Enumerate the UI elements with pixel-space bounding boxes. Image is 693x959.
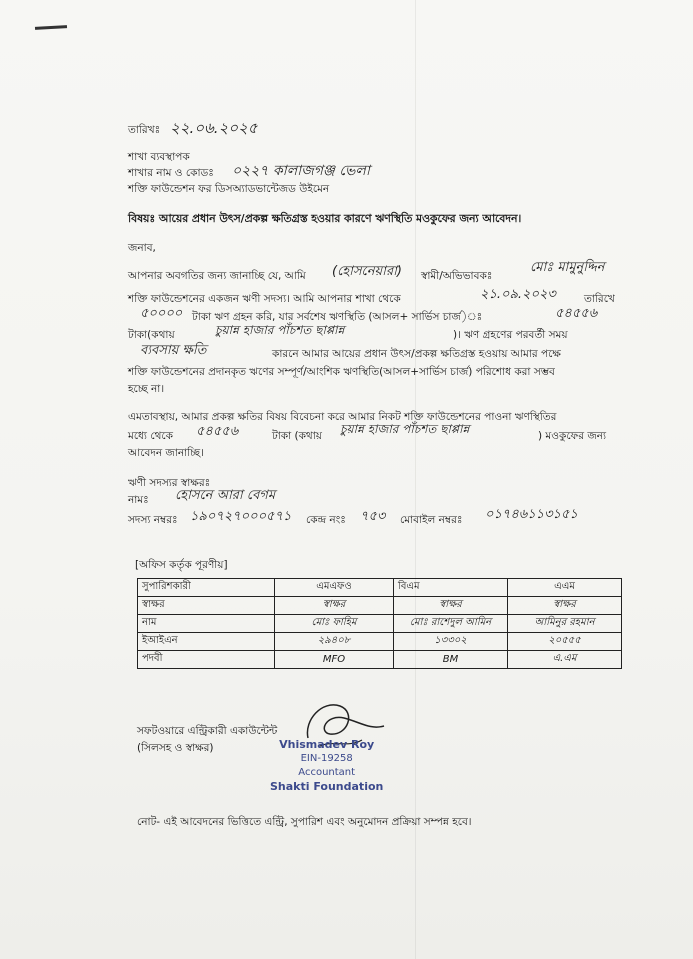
waiver-amount: ৫৪৫৫৬ [196,424,239,439]
staple-mark [35,25,67,30]
para2-text-a: এমতাবস্থায়, আমার প্রকল্প ক্ষতির বিষয় বিবেচনা করে আমার নিকট শক্তি ফাউন্ডেশনের পাওনা ঋণস্থিতির [128,411,557,423]
loan-date: ২১.০৯.২০২৩ [480,287,556,302]
para1-text-c: টাকা ঋণ গ্রহন করি, যার সর্বশেষ ঋণস্থিতি (আসল+ সার্ভিস চার্জ)ঃ [192,311,483,323]
date-label: তারিখঃ [128,124,161,136]
to-line: শাখা ব্যবস্থাপক [128,151,190,163]
para2-text-e: আবেদন জানাচ্ছি। [128,447,204,459]
accountant-stamp [270,738,383,794]
para1-text-a: আপনার অবগতির জন্য জানাচ্ছি যে, আমি [128,270,306,282]
branch-value: ০২২৭ কালাজগঞ্জ ভেলা [232,163,370,179]
stamp-title: Accountant [298,767,356,778]
table-cell: স্বাক্ষর [508,597,622,615]
table-cell: ১৩৩০২ [394,633,508,651]
stamp-ein: EIN-19258 [300,753,353,764]
row-label: স্বাক্ষর [138,597,275,615]
table-cell: মোঃ রাশেদুল আমিন [394,615,508,633]
table-cell: ২০৫৫৫ [508,633,622,651]
words-label: টাকা(কথায় [128,329,175,341]
loss-reason: ব্যবসায় ক্ষতি [140,343,207,358]
row-label: পদবী [138,651,275,669]
para2-text-b: মধ্যে থেকে [128,430,173,442]
member-number-label: সদস্য নম্বরঃ [128,514,178,526]
branch-label: শাখার নাম ও কোডঃ [128,167,214,179]
guardian-label: স্বামী/অভিভাবকঃ [421,270,493,282]
para2-text-c: টাকা (কথায় [272,430,322,442]
member-signature-label: ঋণী সদস্যর স্বাক্ষরঃ [128,477,211,489]
office-use-heading: [অফিস কর্তৃক পূরণীয়] [135,559,228,571]
table-cell: স্বাক্ষর [275,597,394,615]
waiver-in-words: চুয়ান্ন হাজার পাঁচশত ছাপ্পান্ন [340,422,470,436]
balance-in-words: চুয়ান্ন হাজার পাঁচশত ছাপ্পান্ন [215,323,345,337]
table-row [138,615,622,633]
table-row [138,597,622,615]
date-value: ২২.০৬.২০২৫ [170,119,258,137]
table-cell: BM [394,651,508,669]
note-text: নোট- এই আবেদনের ভিত্তিতে এন্ট্রি, সুপারিশ এবং অনুমোদন প্রক্রিয়া সম্পন্ন হবে। [137,816,472,828]
para1-text-d: )। ঋণ গ্রহণের পরবর্তী সময় [453,329,568,341]
member-name-value: হোসনে আরা বেগম [175,488,276,503]
table-header-cell: এমএফও [275,579,394,597]
guardian-name: মোঃ মামুনুদ্দিন [530,260,605,275]
para1-text-f: শক্তি ফাউন্ডেশনের প্রদানকৃত ঋণের সম্পূর্ণ/আংশিক ঋণস্থিতি(আসল+সার্ভিস চার্জ) পরিশোধ করা সম্ভব [128,366,555,378]
row-label: ইআইএন [138,633,275,651]
loan-balance: ৫৪৫৫৬ [555,306,598,321]
office-table [137,578,622,669]
accountant-label: সফটওয়ারে এন্ট্রিকারী একাউন্টেন্ট [137,725,278,737]
loan-amount: ৫০০০০ [140,306,183,321]
table-row [138,633,622,651]
member-name-label: নামঃ [128,494,149,506]
center-value: ৭৫৩ [360,509,386,524]
stamp-org: Shakti Foundation [270,780,384,793]
stamp-name: Vhismadev Roy [279,738,375,751]
table-header-cell: এএম [508,579,622,597]
table-row [138,651,622,669]
table-header-row [138,579,622,597]
accountant-seal-label: (সিলসহ ও স্বাক্ষর) [137,742,214,754]
date-suffix: তারিখে [584,293,615,305]
table-header-cell: বিএম [394,579,508,597]
para1-text-e: কারনে আমার আয়ের প্রধান উৎস/প্রকল্প ক্ষতিগ্রস্ত হওয়ায় আমার পক্ষে [272,348,561,360]
para1-text-b: শক্তি ফাউন্ডেশনের একজন ঋণী সদস্য। আমি আপনার শাখা থেকে [128,293,401,305]
table-cell: এ.এম [508,651,622,669]
table-cell: ২৯৪০৮ [275,633,394,651]
member-number-value: ১৯০৭২৭০০০৫৭১ [190,509,292,524]
center-label: কেন্দ্র নংঃ [306,514,346,526]
salutation: জনাব, [128,242,156,254]
row-label: নাম [138,615,275,633]
table-cell: স্বাক্ষর [394,597,508,615]
org-line: শক্তি ফাউন্ডেশন ফর ডিসঅ্যাডভান্টেজড উইমেন [128,183,330,195]
para2-text-d: ) মওকুফের জন্য [538,430,607,442]
table-header-cell: সুপারিশকারী [138,579,275,597]
mobile-value: ০১৭৪৬১১৩১৫১ [485,507,578,522]
mobile-label: মোবাইল নম্বরঃ [400,514,463,526]
para1-text-g: হচ্ছে না। [128,383,165,395]
table-cell: MFO [275,651,394,669]
applicant-name: (হোসনেয়ারা) [332,264,402,279]
table-cell: আমিনুর রহমান [508,615,622,633]
table-cell: মোঃ ফাহিম [275,615,394,633]
subject: বিষয়ঃ আয়ের প্রধান উৎস/প্রকল্প ক্ষতিগ্রস্ত হওয়ার কারণে ঋণস্থিতি মওকুফের জন্য আবেদন। [128,212,522,225]
